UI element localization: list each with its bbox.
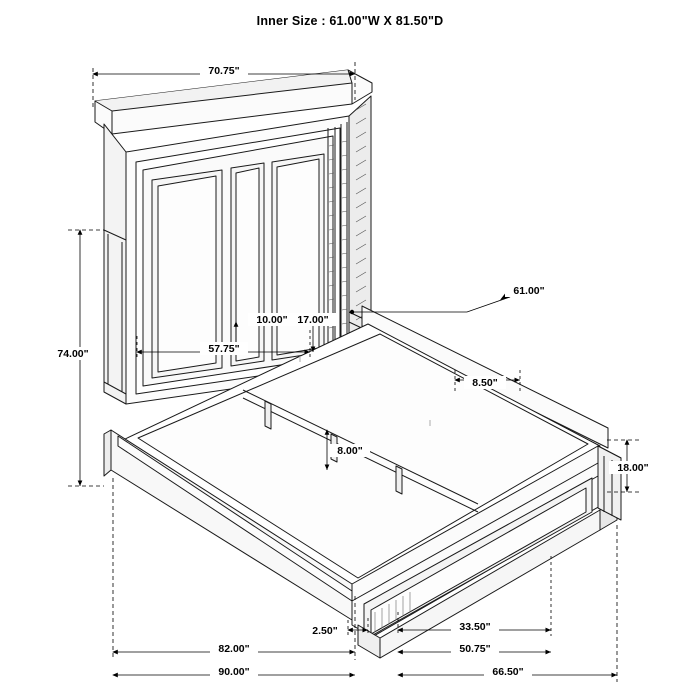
dim-panel-inset-small: 10.00"	[256, 314, 288, 326]
dim-overall-depth: 90.00"	[218, 666, 250, 678]
dim-panel-inset-large: 17.00"	[297, 314, 329, 326]
dim-rail-thickness: 2.50"	[312, 625, 338, 637]
page-title: Inner Size : 61.00"W X 81.50"D	[256, 14, 444, 28]
dim-headboard-width: 70.75"	[208, 65, 240, 77]
dim-footboard-width: 66.50"	[492, 666, 524, 678]
dim-footboard-depth: 33.50"	[459, 621, 491, 633]
dim-mattress-width: 61.00"	[513, 285, 545, 297]
dim-headboard-panel-width: 57.75"	[208, 343, 240, 355]
dim-rail-length: 82.00"	[218, 643, 250, 655]
dim-rail-length-inner: 50.75"	[459, 643, 491, 655]
dim-slat-clearance: 8.50"	[472, 377, 498, 389]
bed-drawing	[95, 70, 621, 658]
dim-footboard-height: 18.00"	[617, 462, 649, 474]
dim-deck-height: 8.00"	[337, 445, 363, 457]
dim-overall-height: 74.00"	[57, 348, 89, 360]
